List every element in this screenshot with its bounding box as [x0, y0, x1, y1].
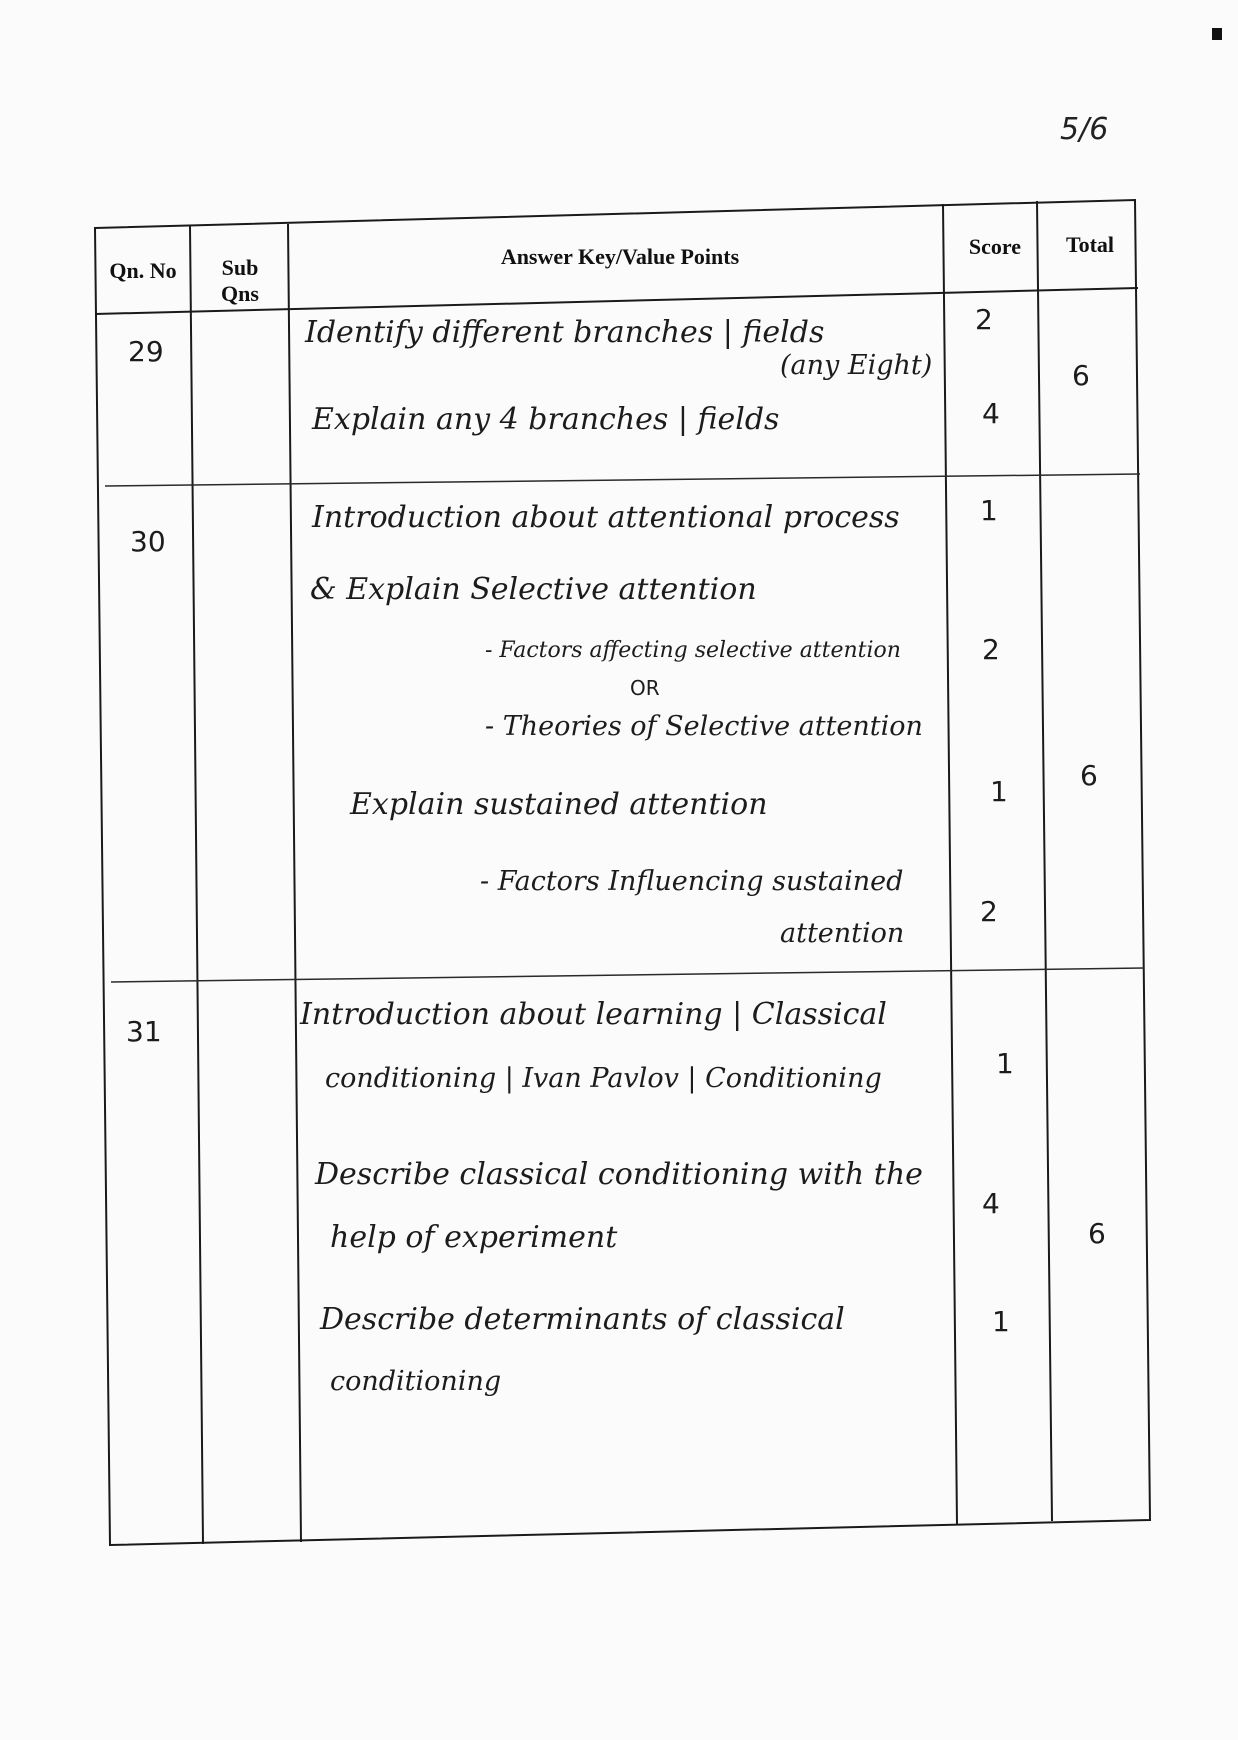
- qn-29: 29: [128, 335, 164, 368]
- q31-line4b: conditioning: [330, 1366, 502, 1397]
- q30-line1: Introduction about attentional process: [312, 500, 900, 535]
- q30-score4: 2: [980, 895, 998, 928]
- q30-line6: - Factors Influencing sustained: [480, 866, 904, 897]
- header-qn-no: Qn. No: [109, 258, 177, 283]
- q30-line2: & Explain Selective attention: [310, 572, 757, 607]
- q30-line6b: attention: [780, 918, 905, 949]
- q31-score3: 1: [992, 1305, 1010, 1338]
- q30-line3: - Factors affecting selective attention: [485, 638, 901, 663]
- row-separator-30-31: [111, 968, 1144, 982]
- header-answer-key: Answer Key/Value Points: [500, 244, 740, 269]
- header-score: Score: [968, 234, 1022, 259]
- q30-total: 6: [1080, 759, 1098, 792]
- q29-total: 6: [1072, 359, 1090, 392]
- q29-score1: 2: [975, 303, 993, 336]
- header-sub-qns: Sub Qns: [221, 255, 259, 306]
- q29-line1: Identify different branches | fields: [305, 315, 825, 350]
- q30-score2: 2: [982, 633, 1000, 666]
- q31-total: 6: [1088, 1217, 1106, 1250]
- q30-score1: 1: [980, 494, 998, 527]
- q31-score1: 1: [996, 1047, 1014, 1080]
- q29-score2: 4: [982, 397, 1000, 430]
- page-number: 5/6: [1060, 112, 1109, 147]
- q31-line2: conditioning | Ivan Pavlov | Conditioning: [325, 1063, 882, 1094]
- col-line-answer: [943, 204, 957, 1524]
- q31-line3: Describe classical conditioning with the: [315, 1157, 923, 1192]
- q30-line4: - Theories of Selective attention: [485, 711, 923, 742]
- q31-line1: Introduction about learning | Classical: [300, 997, 887, 1032]
- q30-line5: Explain sustained attention: [350, 787, 768, 822]
- row-separator-29-30: [105, 474, 1140, 486]
- q31-score2: 4: [982, 1187, 1000, 1220]
- q31-line3b: help of experiment: [330, 1220, 618, 1255]
- q31-line4: Describe determinants of classical: [320, 1302, 845, 1337]
- q29-line1b: (any Eight): [780, 350, 933, 381]
- qn-30: 30: [130, 525, 166, 558]
- col-line-sub: [288, 224, 301, 1542]
- col-line-score: [1037, 201, 1052, 1521]
- q30-score3: 1: [990, 775, 1008, 808]
- q30-or: OR: [630, 676, 660, 700]
- col-line-qn: [190, 226, 203, 1544]
- qn-31: 31: [126, 1015, 162, 1048]
- q29-line2: Explain any 4 branches | fields: [312, 402, 780, 437]
- header-total: Total: [1065, 232, 1115, 257]
